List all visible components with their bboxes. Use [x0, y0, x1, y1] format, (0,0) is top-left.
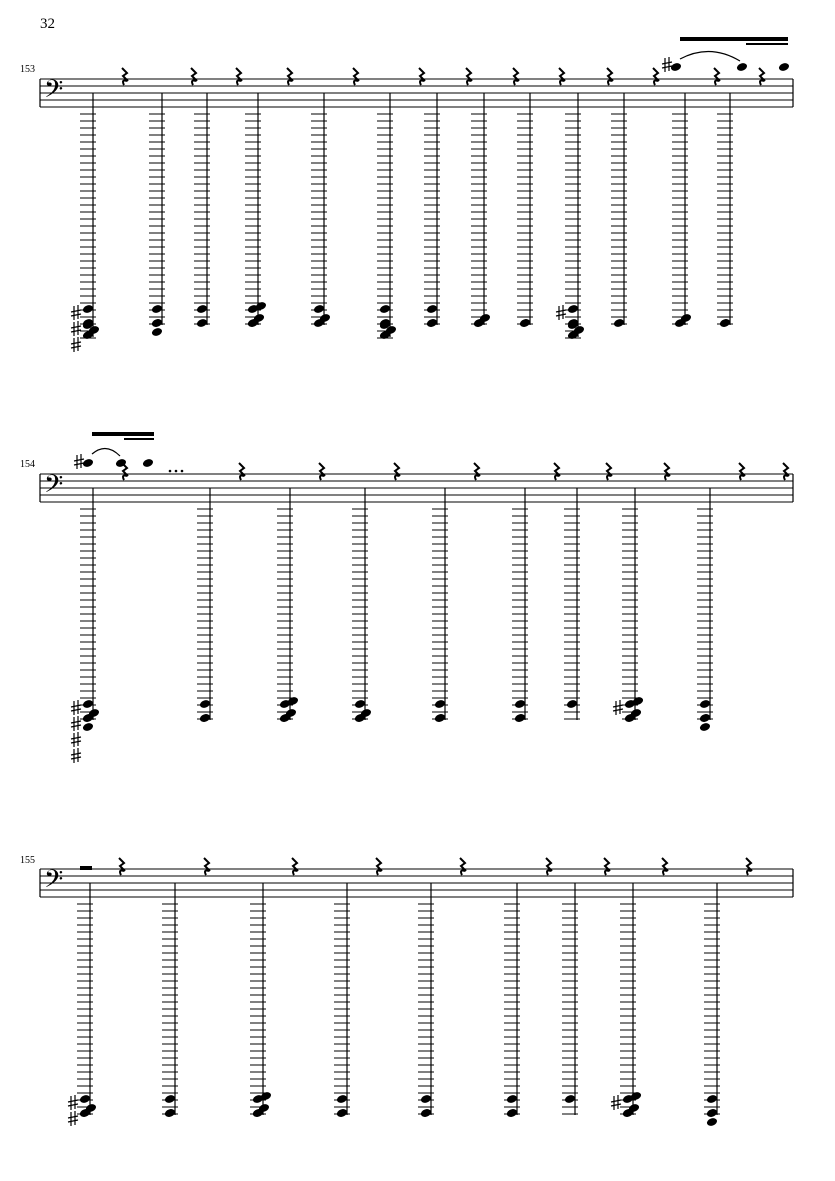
- tie: [680, 51, 740, 61]
- staff-system-154: [40, 463, 793, 763]
- note-head: [514, 699, 526, 709]
- note-head: [151, 304, 163, 314]
- chord: [377, 68, 425, 340]
- chord: [556, 68, 613, 340]
- note-head: [706, 1094, 718, 1104]
- page-number: 32: [40, 16, 55, 32]
- measure-number-153: 153: [20, 64, 35, 75]
- augmentation-dot: [169, 470, 172, 473]
- note-head: [379, 304, 391, 314]
- note-head: [336, 1108, 348, 1118]
- note-head: [778, 62, 790, 72]
- quarter-rest-icon: [292, 858, 298, 875]
- measure-number-154: 154: [20, 459, 35, 470]
- staff-system-155: [40, 858, 793, 1127]
- quarter-rest-icon: [353, 68, 359, 85]
- sharp-icon: [71, 748, 81, 763]
- tie: [92, 448, 120, 456]
- quarter-rest-icon: [474, 463, 480, 480]
- note-head: [82, 304, 94, 314]
- note-head: [196, 304, 208, 314]
- quarter-rest-icon: [419, 68, 425, 85]
- quarter-rest-icon: [239, 463, 245, 480]
- sharp-icon: [74, 454, 84, 469]
- note-head: [420, 1108, 432, 1118]
- note-head: [514, 713, 526, 723]
- quarter-rest-icon: [746, 858, 752, 875]
- upper-voice-beams: [74, 37, 790, 480]
- quarter-rest-icon: [554, 463, 560, 480]
- quarter-rest-icon: [759, 68, 765, 85]
- augmentation-dot: [181, 470, 184, 473]
- quarter-rest-icon: [513, 68, 519, 85]
- note-head: [313, 304, 325, 314]
- beam: [124, 438, 154, 440]
- note-head: [567, 304, 579, 314]
- quarter-rest-icon: [119, 858, 125, 875]
- beam: [746, 43, 788, 45]
- quarter-rest-icon: [559, 68, 565, 85]
- note-head: [142, 458, 154, 468]
- note-head: [519, 318, 531, 328]
- bass-clef-icon: 𝄢: [44, 75, 64, 110]
- chord: [71, 463, 128, 763]
- sharp-icon: [71, 716, 81, 731]
- sharp-icon: [68, 1111, 78, 1126]
- note-head: [79, 1094, 91, 1104]
- chord: [704, 858, 752, 1127]
- note-head: [426, 304, 438, 314]
- note-head: [706, 1117, 718, 1127]
- note-head: [506, 1094, 518, 1104]
- note-head: [706, 1108, 718, 1118]
- quarter-rest-icon: [606, 463, 612, 480]
- note-head: [196, 318, 208, 328]
- quarter-rest-icon: [394, 463, 400, 480]
- quarter-rest-icon: [739, 463, 745, 480]
- quarter-rest-icon: [122, 68, 128, 85]
- note-head: [426, 318, 438, 328]
- sharp-icon: [68, 1095, 78, 1110]
- sharp-icon: [556, 305, 566, 320]
- quarter-rest-icon: [604, 858, 610, 875]
- measure-number-155: 155: [20, 855, 35, 866]
- chord: [697, 463, 745, 732]
- note-head: [434, 713, 446, 723]
- note-head: [434, 699, 446, 709]
- note-head: [420, 1094, 432, 1104]
- note-head: [151, 327, 163, 337]
- quarter-rest-icon: [466, 68, 472, 85]
- chord: [68, 858, 125, 1126]
- note-head: [736, 62, 748, 72]
- note-head: [613, 318, 625, 328]
- note-head: [699, 699, 711, 709]
- quarter-rest-icon: [607, 68, 613, 85]
- sharp-icon: [71, 321, 81, 336]
- sharp-icon: [71, 700, 81, 715]
- quarter-rest-icon: [204, 858, 210, 875]
- note-head: [566, 699, 578, 709]
- quarter-rest-icon: [319, 463, 325, 480]
- beam: [680, 37, 788, 41]
- sharp-icon: [71, 305, 81, 320]
- note-head: [506, 1108, 518, 1118]
- chord: [71, 68, 128, 352]
- quarter-rest-icon: [376, 858, 382, 875]
- note-head: [699, 713, 711, 723]
- quarter-rest-icon: [236, 68, 242, 85]
- bass-clef-icon: 𝄢: [44, 470, 64, 505]
- note-head: [151, 318, 163, 328]
- quarter-rest-icon: [460, 858, 466, 875]
- chord: [149, 68, 197, 337]
- quarter-rest-icon: [653, 68, 659, 85]
- sixteenth-rest-icon: [783, 463, 789, 480]
- note-head: [719, 318, 731, 328]
- note-head: [699, 722, 711, 732]
- note-head: [564, 1094, 576, 1104]
- quarter-rest-icon: [714, 68, 720, 85]
- sharp-icon: [613, 700, 623, 715]
- beam: [92, 432, 154, 436]
- note-head: [336, 1094, 348, 1104]
- sharp-icon: [71, 732, 81, 747]
- quarter-rest-icon: [546, 858, 552, 875]
- note-head: [199, 713, 211, 723]
- quarter-rest-icon: [664, 463, 670, 480]
- note-head: [82, 699, 94, 709]
- sharp-icon: [71, 337, 81, 352]
- bass-clef-icon: 𝄢: [44, 865, 64, 900]
- quarter-rest-icon: [191, 68, 197, 85]
- note-head: [354, 699, 366, 709]
- augmentation-dot: [175, 470, 178, 473]
- note-head: [164, 1094, 176, 1104]
- quarter-rest-icon: [287, 68, 293, 85]
- sharp-icon: [611, 1095, 621, 1110]
- quarter-rest-icon: [662, 858, 668, 875]
- note-head: [199, 699, 211, 709]
- sharp-icon: [662, 57, 672, 72]
- staff-system-153: [40, 68, 793, 352]
- note-head: [82, 722, 94, 732]
- note-head: [670, 62, 682, 72]
- half-rest: [80, 866, 92, 870]
- note-head: [164, 1108, 176, 1118]
